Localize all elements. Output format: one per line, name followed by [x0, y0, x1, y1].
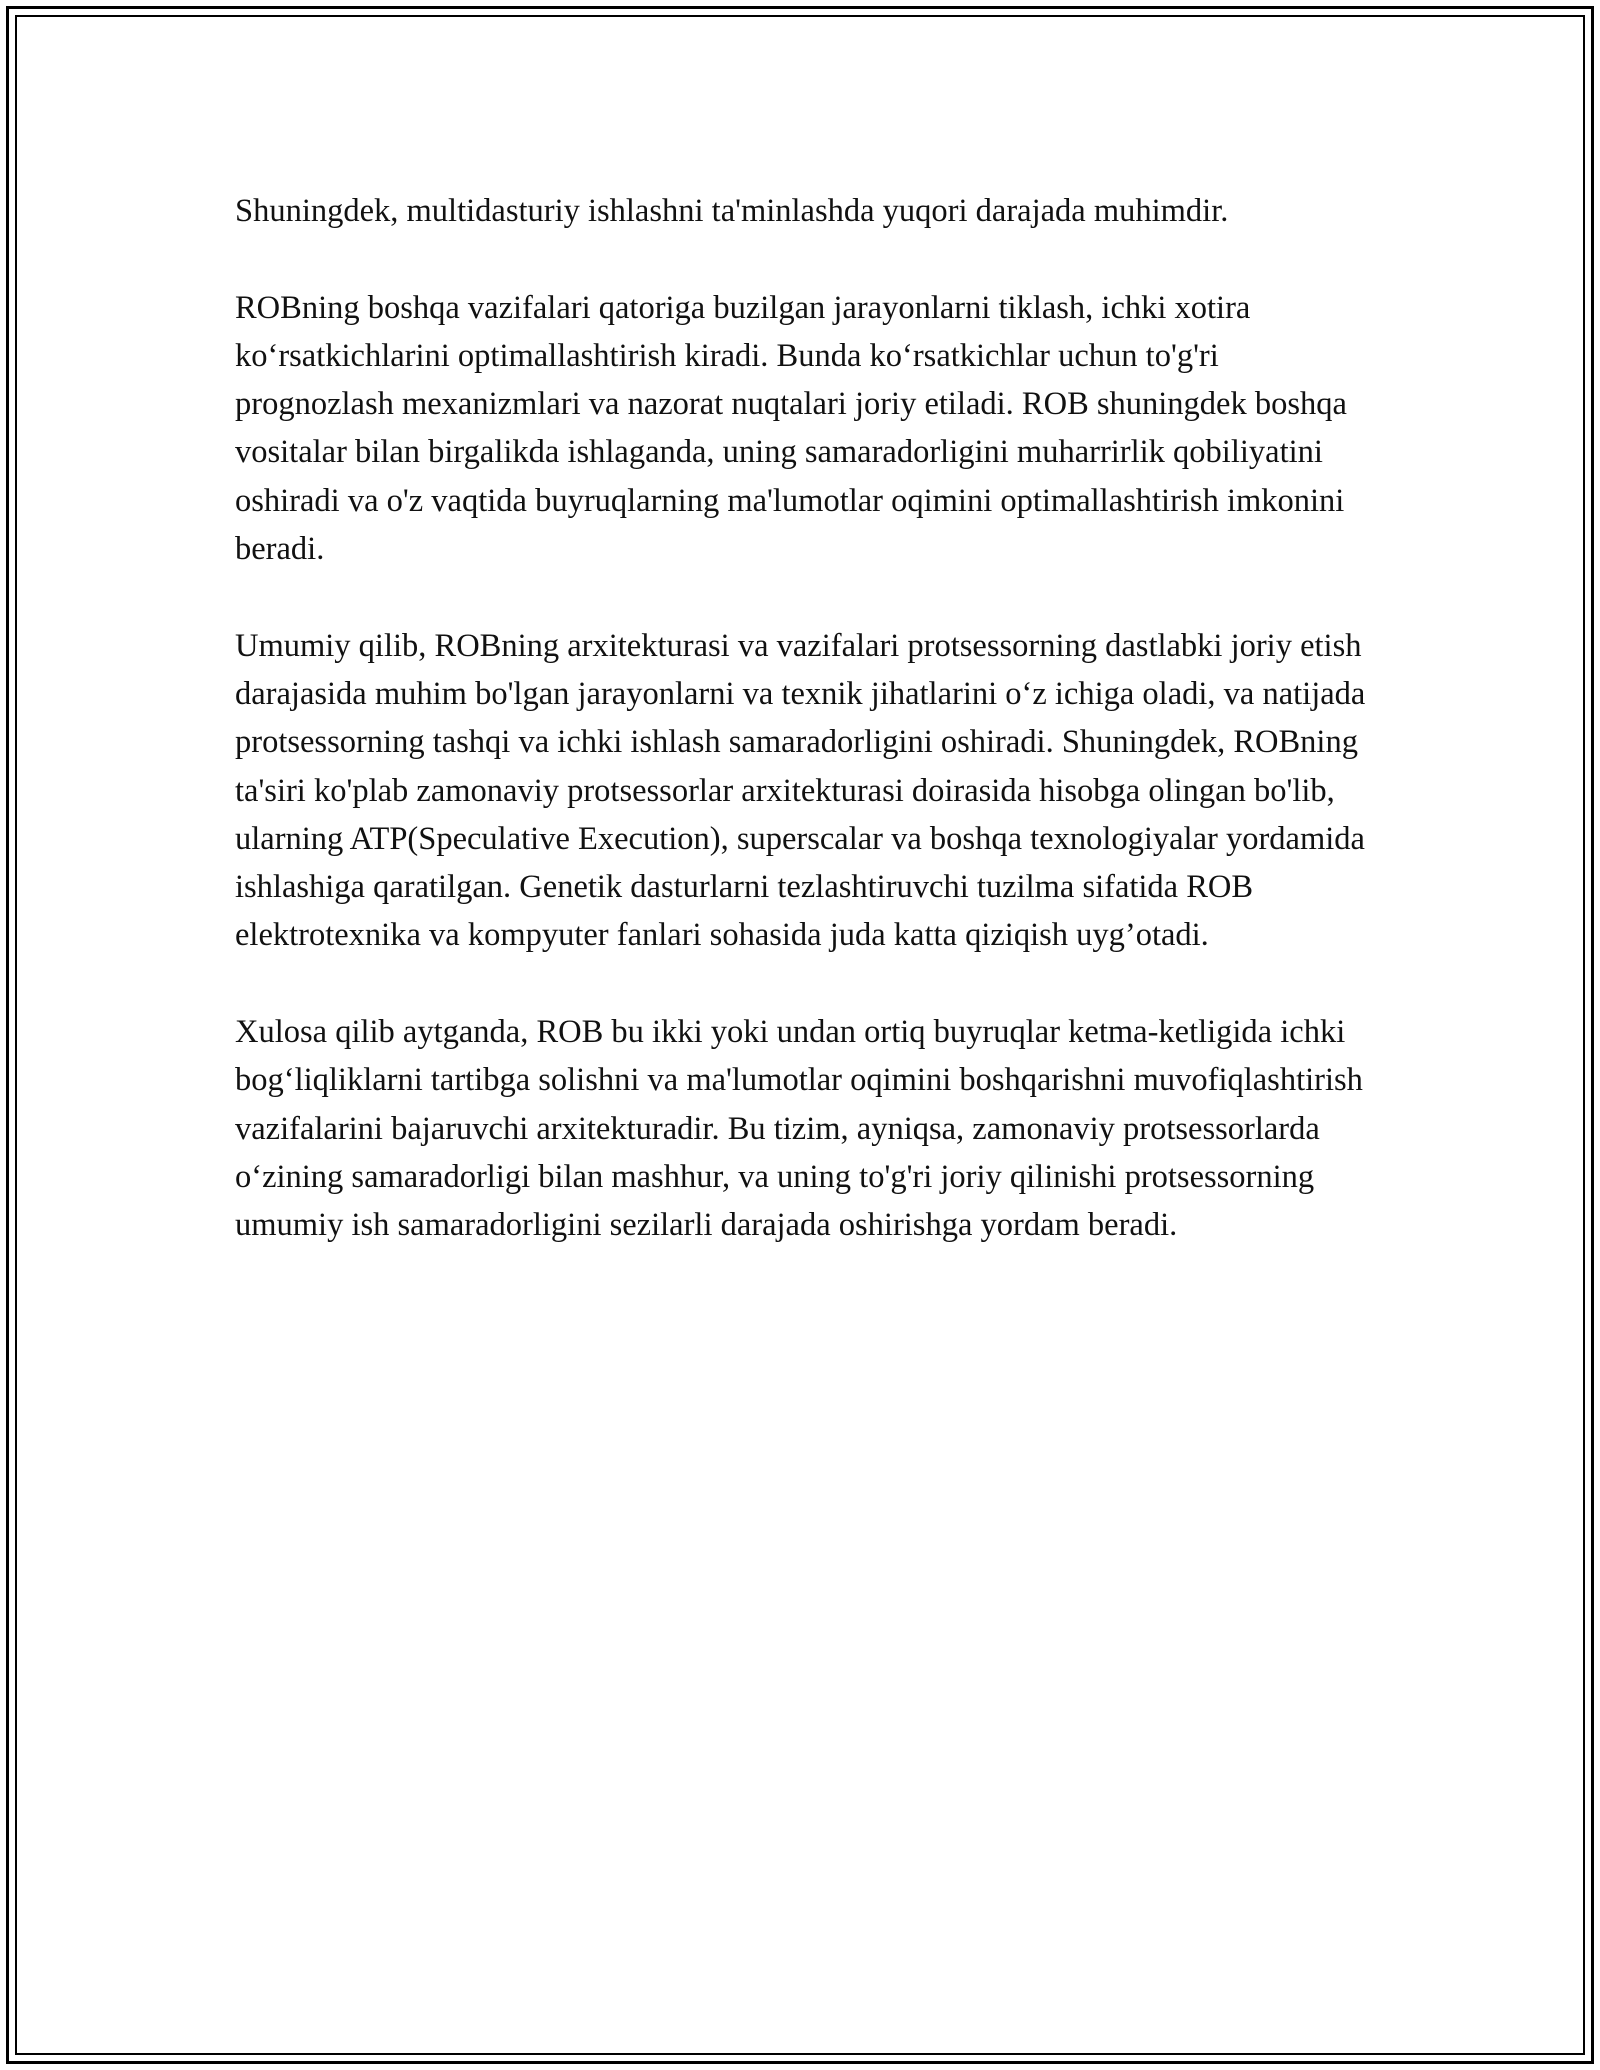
paragraph-3: Umumiy qilib, ROBning arxitekturasi va vazifalari protsessorning dastlabki joriy etish darajasida muhim bo'lgan jarayonlarni va texnik jihatlarini oʻz ichiga oladi, va natijada protsessorning tashqi va ichki ishlash samaradorligini oshiradi. Shuningdek, ROBning ta'siri ko'plab zamonaviy protsessorlar arxitekturasi doirasida hisobga olingan bo'lib, ularning ATP(Speculative Execution), superscalar va boshqa texnologiyalar yordamida ishlashiga qaratilgan. Genetik dasturlarni tezlashtiruvchi tuzilma sifatida ROB elektrotexnika va kompyuter fanlari sohasida juda katta qiziqish uyg’otadi. [235, 627, 1366, 954]
paragraph-4: Xulosa qilib aytganda, ROB bu ikki yoki undan ortiq buyruqlar ketma-ketligida ichki bogʻliqliklarni tartibga solishni va ma'lumotlar oqimini boshqarishni muvofiqlashtirish vazifalarini bajaruvchi arxitekturadir. Bu tizim, ayniqsa, zamonaviy protsessorlarda oʻzining samaradorligi bilan mashhur, va uning to'g'ri joriy qilinishi protsessorning umumiy ish samaradorligini sezilarli darajada oshirishga yordam beradi. [235, 1014, 1363, 1244]
paragraph-1: Shuningdek, multidasturiy ishlashni ta'minlashda yuqori darajada muhimdir. [235, 193, 1229, 229]
document-body [235, 187, 1370, 1298]
paragraph-2: ROBning boshqa vazifalari qatoriga buzilgan jarayonlarni tiklash, ichki xotira koʻrsatkichlarini optimallashtirish kiradi. Bunda koʻrsatkichlar uchun to'g'ri prognozlash mexanizmlari va nazorat nuqtalari joriy etiladi. ROB shuningdek boshqa vositalar bilan birgalikda ishlaganda, uning samaradorligini muharrirlik qobiliyatini oshiradi va o'z vaqtida buyruqlarning ma'lumotlar oqimini optimallashtirish imkonini beradi. [235, 289, 1347, 568]
